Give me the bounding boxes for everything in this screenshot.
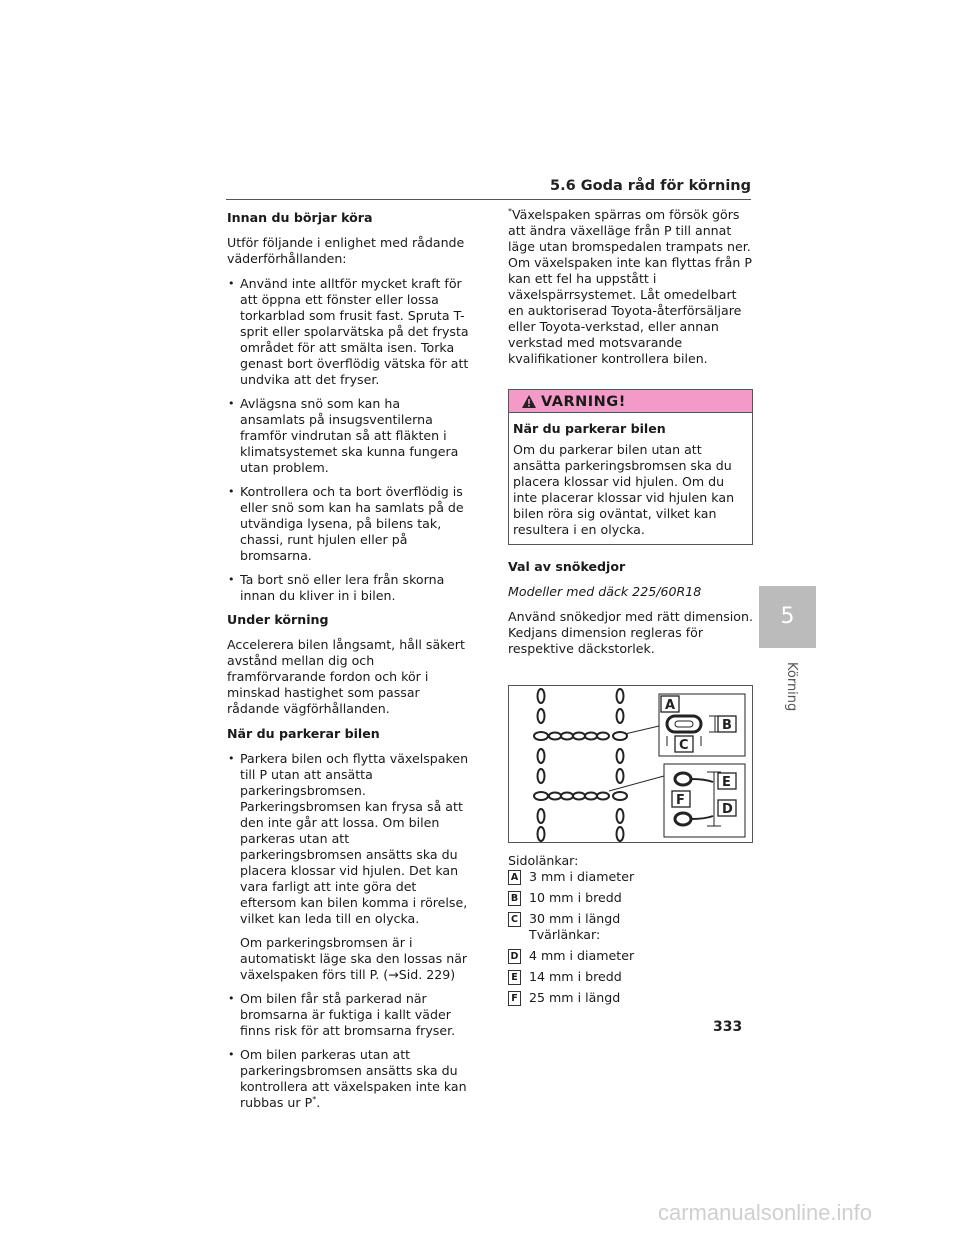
list-item: • Avlägsna snö som kan ha ansamlats på insugsventilerna framför vindrutan så att fläkten i klimatsystemet ska kunna fungera utan problem. [227,396,469,476]
dimension-key: B [508,891,521,906]
dimension-row [508,911,753,943]
figure-label-b: B [722,718,732,733]
right-column [508,207,753,1011]
snow-chain-paragraph: Använd snökedjor med rätt dimension. Kedjans dimension regleras för respektive däckstorlek. [508,609,753,656]
section-header: 5.6 Goda råd för körning [226,178,751,200]
dimension-row [508,990,753,1006]
list-item [227,751,469,983]
dimension-text: 3 mm i diameter [529,869,635,884]
before-driving-list [227,276,469,604]
heading-snow-chains: Val av snökedjor [508,559,626,574]
dimension-row [508,890,753,906]
footnote-text: Växelspaken spärras om försök görs att ändra växelläge från P till annat läge utan bromspedalen trampats ner. Om växelspaken inte kan flyttas från P kan ett fel ha uppstått i växelspärrsystemet. Låt omedelbart en auktoriserad Toyota-återförsäljare eller Toyota-verkstad, eller annan verkstad med motsvarande kvalifikationer kontrollera bilen. [508,207,752,366]
list-item: • Kontrollera och ta bort överflödig is eller snö som kan ha samlats på de utvändiga lysena, på bilens tak, chassi, runt hjulen eller på bromsarna. [227,484,469,564]
dimension-key: A [508,870,521,885]
figure-label-f: F [676,793,685,808]
figure-label-d: D [722,802,733,817]
list-item [227,1047,469,1111]
heading-before-driving: Innan du börjar köra [227,210,373,225]
dimension-text: 25 mm i längd [529,990,621,1005]
models-note: Modeller med däck 225/60R18 [508,584,702,599]
list-item-end: . [316,1095,321,1110]
list-item-continuation: Om parkeringsbromsen är i automatiskt läge ska den lossas när växelspaken förs till P. (→Sid. 229) [240,935,468,982]
dimension-value: 30 mm i längd [529,911,621,926]
dimension-text [529,911,620,943]
dimension-text: 10 mm i bredd [529,890,622,905]
page-number: 333 [713,1019,743,1035]
footnote [508,207,753,367]
side-links-label: Sidolänkar: [508,853,579,868]
intro-paragraph: Utför följande i enlighet med rådande väderförhållanden: [227,235,465,266]
warning-triangle-icon [521,394,537,409]
warning-heading: När du parkerar bilen [513,421,666,436]
warning-body [509,413,752,544]
list-item-text: Parkera bilen och flytta växelspaken till P utan att ansätta parkeringsbromsen. Parkeringsbromsen kan frysa så att den inte går att lossa. Om bilen parkeras utan att parkeringsbromsen ansätts ska du placera klossar vid hjulen. Det kan vara farligt att inte göra det eftersom kan bilen komma i rörelse, vilket kan leda till en olycka. [240,751,469,926]
cross-links-label: Tvärlänkar: [529,927,601,942]
list-item: • Om bilen får stå parkerad när bromsarna är fuktiga i kallt väder finns risk för att bromsarna fryser. [227,991,469,1039]
warning-text: Om du parkerar bilen utan att ansätta parkeringsbromsen ska du placera klossar vid hjulen. Om du inte placerar klossar vid hjulen kan bilen röra sig oväntat, vilket kan resultera i en olycka. [513,442,735,537]
snow-chain-figure [508,685,753,843]
during-driving-paragraph: Accelerera bilen långsamt, håll säkert avstånd mellan dig och framförvarande fordon och kör i minskad hastighet som passar rådande vägförhållanden. [227,637,465,716]
dimension-key: D [508,949,521,964]
dimension-row [508,948,753,964]
dimension-key: C [508,912,521,927]
figure-label-e: E [722,775,731,790]
dimension-row [508,969,753,985]
figure-label-a: A [665,698,676,713]
warning-title: VARNING! [541,393,626,410]
list-item: • Använd inte alltför mycket kraft för att öppna ett fönster eller lossa torkarblad som frusit fast. Spruta T-sprit eller spolarvätska på det frysta området för att smälta isen. Torka genast bort överflödig vätska för att undvika att det fryser. [227,276,469,388]
snow-chain-diagram [509,686,752,842]
dimension-row [508,869,753,885]
chapter-label: Körning [784,662,799,712]
parking-list [227,751,469,1111]
left-column [227,210,469,1119]
chapter-tab: 5 [759,586,816,648]
figure-label-c: C [679,738,689,753]
warning-box [508,389,753,545]
dimensions-list [508,853,753,1006]
heading-parking: När du parkerar bilen [227,726,380,741]
dimension-text: 4 mm i diameter [529,948,635,963]
dimension-key: F [508,991,521,1006]
list-item: • Ta bort snö eller lera från skorna innan du kliver in i bilen. [227,572,469,604]
watermark: carmanualsonline.info [658,1200,873,1225]
dimension-text: 14 mm i bredd [529,969,622,984]
list-item-text: Om bilen parkeras utan att parkeringsbromsen ansätts ska du kontrollera att växelspaken inte kan rubbas ur P [240,1047,467,1110]
warning-title-bar [509,390,752,413]
footnote-marker: * [508,206,512,216]
heading-during-driving: Under körning [227,612,329,627]
dimension-key: E [508,970,521,985]
footnote-marker: * [312,1094,317,1104]
